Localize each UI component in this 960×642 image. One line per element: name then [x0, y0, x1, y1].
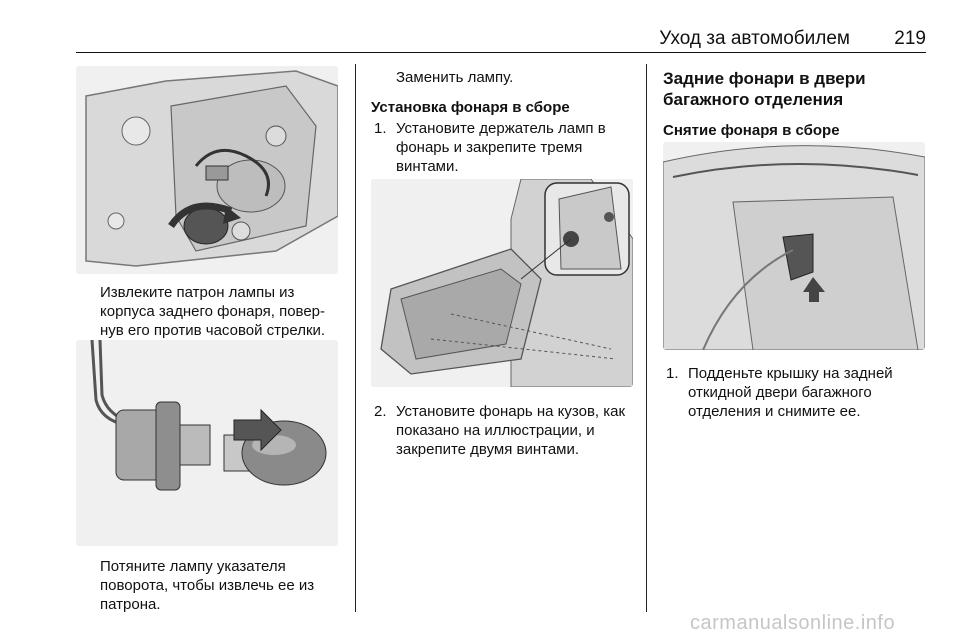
list-text: Установите фонарь на кузов, как показано на иллюстрации, и закрепите двумя винтами.	[396, 403, 626, 458]
figure-install-lamp	[371, 179, 633, 387]
caption-remove-socket: Извлеките патрон лампы из корпуса заднего фонаря, повернув его против часовой стрелки.	[100, 284, 326, 339]
list-number: 2.	[374, 403, 387, 420]
list-item	[374, 402, 640, 462]
figure-lamp-socket-removal	[76, 66, 338, 274]
column-divider-1	[355, 64, 356, 612]
heading-tailgate-lamps: Задние фонари в двери багажного отделения	[663, 69, 866, 109]
lamp-installation-illustration	[371, 179, 633, 387]
watermark: carmanualsonline.info	[690, 612, 896, 634]
figure-bulb-pull-out	[76, 340, 338, 546]
bulb-socket-illustration	[76, 340, 338, 546]
caption-pull-bulb: Потяните лампу указателя поворота, чтобы извлечь ее из патрона.	[100, 558, 315, 613]
list-number: 1.	[666, 365, 679, 382]
tailgate-illustration	[663, 142, 925, 350]
chapter-title: Уход за автомобилем	[659, 28, 850, 49]
column-divider-2	[646, 64, 647, 612]
lamp-housing-illustration	[76, 66, 338, 274]
figure-tailgate-cover	[663, 142, 925, 350]
list-number: 1.	[374, 120, 387, 137]
page-header	[76, 26, 926, 53]
subheading-remove-assembly: Снятие фонаря в сборе	[663, 122, 840, 139]
list-item	[374, 119, 640, 179]
heading-install-assembly: Установка фонаря в сборе	[371, 99, 570, 116]
page-number: 219	[894, 28, 926, 49]
list-text: Установите держатель ламп в фонарь и закрепите тремя винтами.	[396, 120, 606, 175]
list-text: Подденьте крышку на задней откидной двери багажного отделения и снимите ее.	[688, 365, 893, 420]
list-item	[666, 364, 928, 424]
intro-replace-bulb: Заменить лампу.	[396, 69, 514, 86]
